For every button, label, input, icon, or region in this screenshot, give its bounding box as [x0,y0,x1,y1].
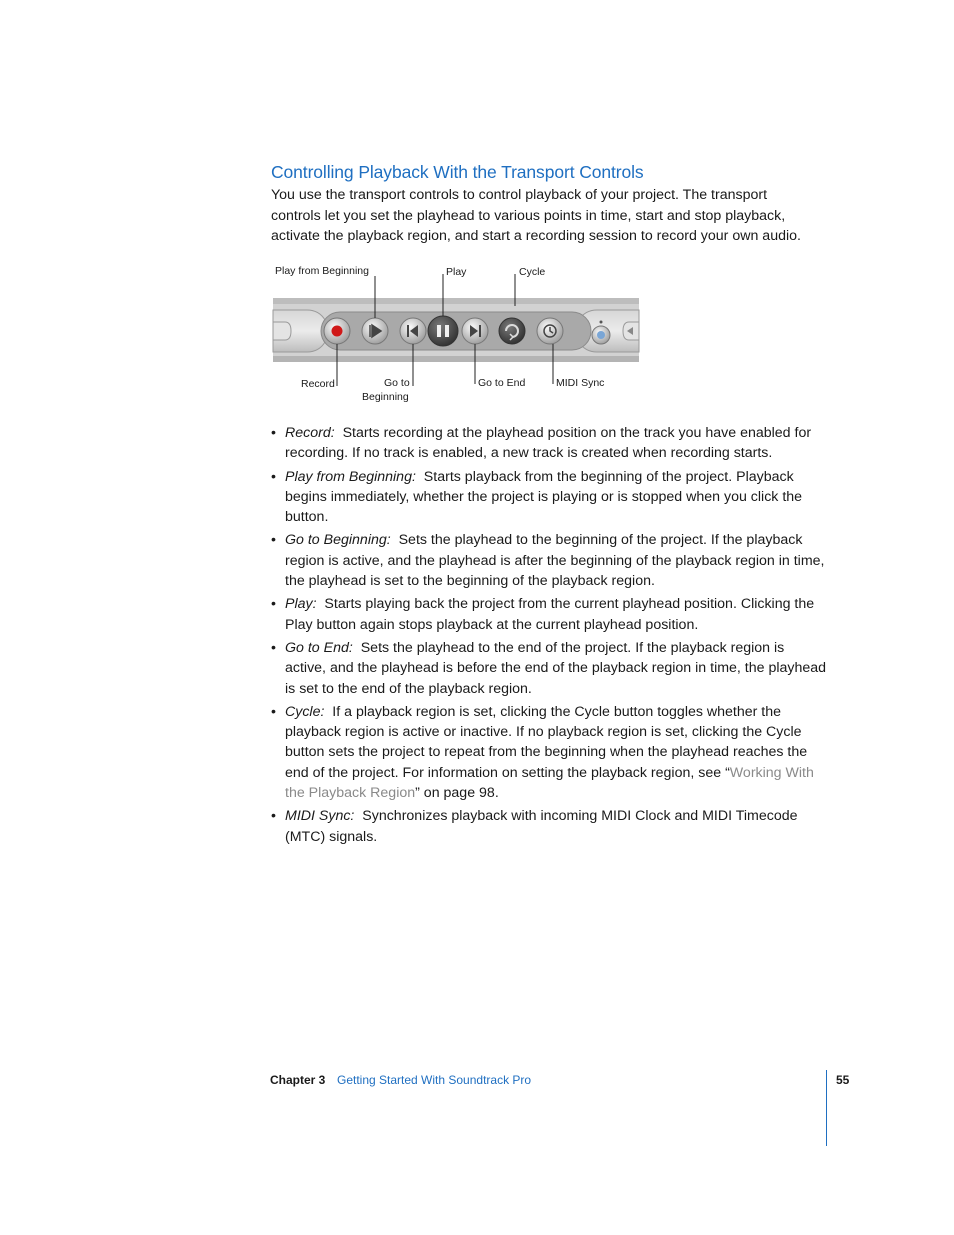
pause-icon [428,316,458,346]
transport-controls-figure [271,258,643,408]
term: Go to End: [285,639,353,656]
label-record: Record [301,378,335,390]
term: Play: [285,596,317,613]
go-to-end-icon [462,318,488,344]
list-item-play-from-beginning [271,467,827,528]
playback-region-link[interactable]: Working With the Playback Region [285,764,814,802]
label-go-to-end: Go to End [478,377,526,389]
description: Starts playing back the project from the current playhead position. Clicking the Play button again stops playback at the current playhead position. [285,596,819,633]
footer-divider [826,1070,827,1146]
page-number: 55 [836,1073,850,1087]
footer-chapter-title[interactable]: Getting Started With Soundtrack Pro [337,1073,532,1087]
description: Starts recording at the playhead position on the track you have enabled for recording. If no track is enabled, a new track is created when recording starts. [285,425,816,462]
description: Starts playback from the beginning of the project. Playback begins immediately, whether the project is playing or is stopped when you click the button. [285,468,807,526]
footer-chapter: Chapter 3 [270,1073,326,1087]
list-item-go-to-end [271,638,831,699]
term: Go to Beginning: [285,532,391,549]
description: If a playback region is set, clicking the Cycle button toggles whether the playback region is active or inactive. If no playback region is set, clicking the Cycle button sets the project to repeat from the beginning when the playhead reaches the end of the project. For information on setting the playback region, see “ [285,703,812,781]
description: Sets the playhead to the beginning of the project. If the playback region is active, and the playhead is after the beginning of the playback region in time, the playhead is set to the beginning of the playback region. [285,532,829,590]
term: Cycle: [285,703,325,720]
description: Sets the playhead to the end of the project. If the playback region is active, and the playhead is before the end of the playback region in time, the playhead is set to the end of the playback region. [285,639,831,697]
label-play-from-beginning: Play from Beginning [275,265,369,277]
term: MIDI Sync: [285,808,355,825]
list-item-go-to-beginning [271,530,827,591]
record-icon [324,318,350,344]
label-cycle: Cycle [519,266,546,278]
section-heading: Controlling Playback With the Transport Controls [271,162,644,182]
list-item-cycle [271,702,827,803]
description: Synchronizes playback with incoming MIDI Clock and MIDI Timecode (MTC) signals. [285,808,802,845]
transport-controls-list [271,423,831,850]
bullet: • [271,703,276,720]
list-item-midi-sync [271,806,827,847]
intro-paragraph: You use the transport controls to control playback of your project. The transport controls let you set the playhead to various points in time, start and stop playback, activate the playback region, and start a recording session to record your own audio. [271,187,801,245]
bullet: • [271,425,276,441]
bullet: • [271,639,276,656]
list-item-play [271,594,827,635]
play-from-beginning-icon [362,318,388,344]
midi-sync-icon [537,318,563,344]
bullet: • [271,596,276,613]
label-go-to-beginning-line1: Go to [384,377,410,389]
label-play: Play [446,266,467,278]
term: Record: [285,425,335,441]
cycle-icon [499,318,525,344]
bullet: • [271,808,276,825]
bullet: • [271,468,276,485]
list-item-record [271,423,827,464]
description-end: ” on page 98. [415,785,499,802]
go-to-beginning-icon [400,318,426,344]
label-midi-sync: MIDI Sync [556,377,605,389]
label-go-to-beginning-line2: Beginning [362,391,409,403]
bullet: • [271,532,276,549]
term: Play from Beginning: [285,468,416,485]
